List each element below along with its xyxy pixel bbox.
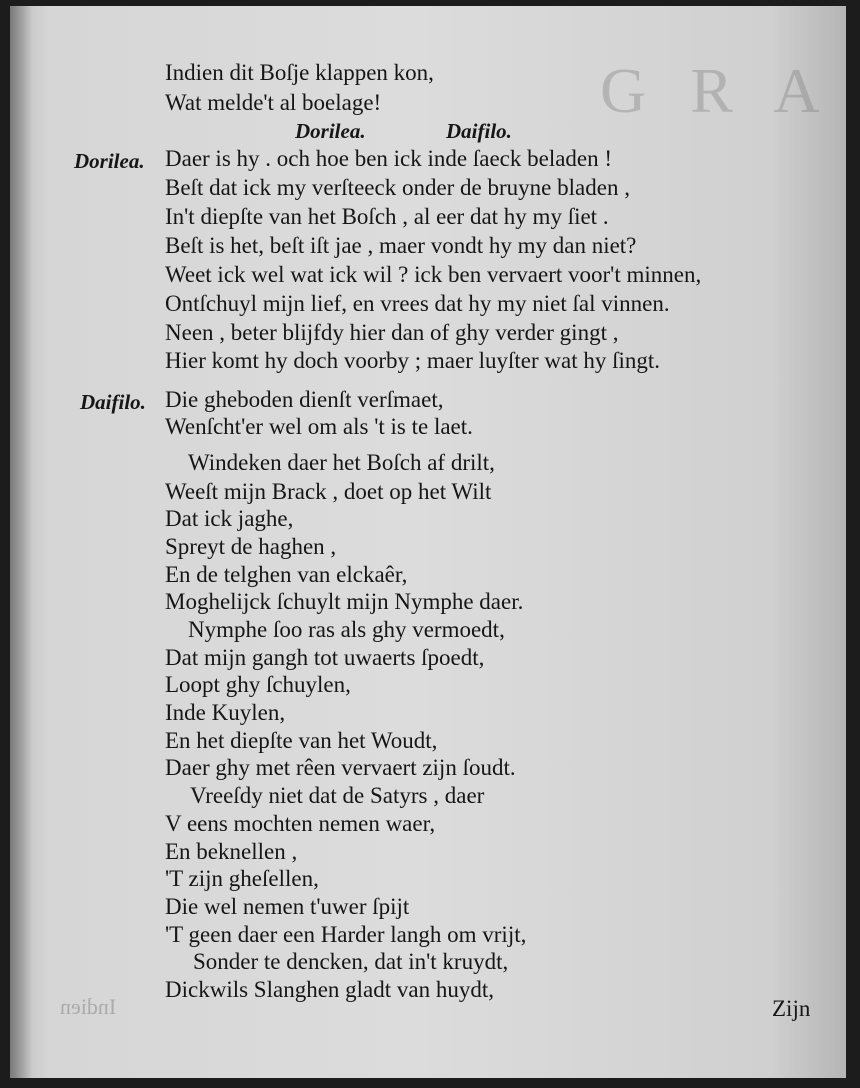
verse-line: Spreyt de haghen , (165, 534, 337, 559)
verse-line: 'T geen daer een Harder langh om vrijt, (165, 922, 527, 947)
verse-line: Weeſt mijn Brack , doet op het Wilt (165, 479, 492, 504)
catchword: Zijn (772, 996, 811, 1021)
verse-line: In't diepſte van het Boſch , al eer dat hy my ſiet . (165, 204, 609, 229)
speaker-header-daifilo: Daifilo. (446, 119, 512, 143)
verse-line: Windeken daer het Boſch af drilt, (188, 450, 495, 475)
verse-line: Sonder te dencken, dat in't kruydt, (193, 949, 509, 974)
verse-line: Daer is hy . och hoe ben ick inde ſaeck beladen ! (165, 146, 613, 171)
verse-line: Hier komt hy doch voorby ; maer luyſter wat hy ſingt. (165, 348, 661, 373)
verse-line: Weet ick wel wat ick wil ? ick ben vervaert voor't minnen, (165, 262, 702, 287)
verse-line: Dat ick jaghe, (165, 506, 294, 531)
verse-line: Moghelijck ſchuylt mijn Nymphe daer. (165, 589, 524, 614)
verse-line: Beſt is het, beſt iſt jae , maer vondt hy my dan niet? (165, 233, 637, 258)
book-page (10, 6, 846, 1078)
verse-line: En de telghen van elckaêr, (165, 562, 408, 587)
verse-line: Inde Kuylen, (165, 700, 286, 725)
speaker-label-daifilo: Daifilo. (80, 390, 146, 414)
verse-line: Nymphe ſoo ras als ghy vermoedt, (188, 617, 505, 642)
verse-line: 'T zijn gheſellen, (165, 866, 319, 891)
verse-line: V eens mochten nemen waer, (165, 811, 436, 836)
verse-line: Die gheboden dienſt verſmaet, (165, 387, 444, 412)
verse-line: Indien dit Boſje klappen kon, (165, 60, 434, 85)
verse-line: Beſt dat ick my verſteeck onder de bruyne bladen , (165, 175, 630, 200)
verse-line: Dickwils Slanghen gladt van huydt, (165, 977, 494, 1002)
page-gutter-shadow (10, 6, 32, 1078)
verse-line: Ontſchuyl mijn lief, en vrees dat hy my niet ſal vinnen. (165, 291, 670, 316)
verse-line: Loopt ghy ſchuylen, (165, 672, 351, 697)
show-through-bottom: Indien (60, 994, 117, 1019)
verse-line: En beknellen , (165, 839, 298, 864)
verse-line: Neen , beter blijfdy hier dan of ghy verder gingt , (165, 320, 619, 345)
verse-line: Wenſcht'er wel om als 't is te laet. (165, 414, 473, 439)
verse-line: Vreeſdy niet dat de Satyrs , daer (190, 783, 485, 808)
show-through-text: G R A (600, 55, 834, 126)
verse-line: Wat melde't al boelage! (165, 90, 382, 115)
verse-line: Die wel nemen t'uwer ſpijt (165, 894, 410, 919)
speaker-header-dorilea: Dorilea. (295, 119, 366, 143)
verse-line: En het diepſte van het Woudt, (165, 728, 438, 753)
verse-line: Dat mijn gangh tot uwaerts ſpoedt, (165, 645, 485, 670)
verse-line: Daer ghy met rêen vervaert zijn ſoudt. (165, 755, 516, 780)
speaker-label-dorilea: Dorilea. (74, 149, 145, 173)
